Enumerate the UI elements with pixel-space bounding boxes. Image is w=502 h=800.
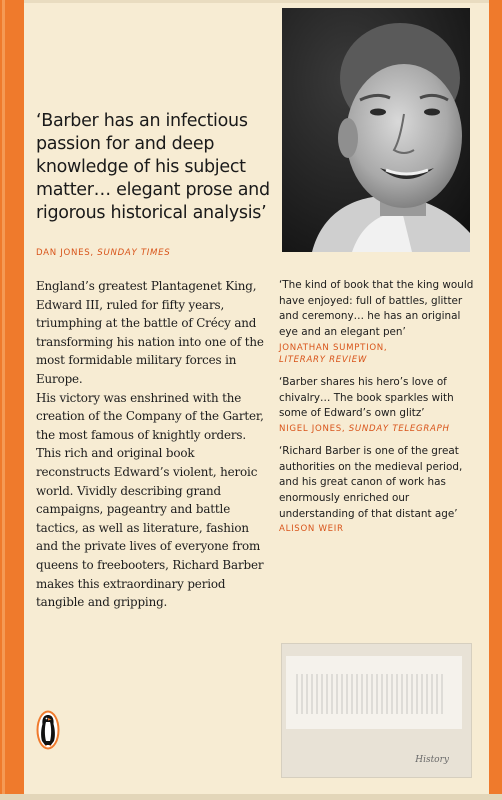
review-author: JONATHAN SUMPTION, xyxy=(279,342,388,353)
description-paragraph-1: England’s greatest Plantagenet King, Edward III, ruled for fifty years, triumphing at the battle of Crécy and transforming his nation into one of the most formidable military forces in Europe. xyxy=(36,279,264,386)
review-item xyxy=(279,278,479,366)
author-portrait-illustration xyxy=(282,8,470,252)
reviews-column xyxy=(279,278,479,544)
review-author: ALISON WEIR xyxy=(279,524,344,535)
review-publication: SUNDAY TELEGRAPH xyxy=(348,423,450,434)
cover-top-edge xyxy=(0,0,502,3)
barcode-area xyxy=(296,674,446,714)
price-sticker xyxy=(281,643,472,778)
lead-review-publication: SUNDAY TIMES xyxy=(97,248,171,258)
lead-review-quote: ‘Barber has an infectious passion for and deep knowledge of his subject matter… elegant prose and rigorous historical analysis’ xyxy=(36,111,270,223)
review-attribution xyxy=(279,423,479,435)
review-text: ‘Barber shares his hero’s love of chivalry… The book sparkles with some of Edward’s own glitz’ xyxy=(279,375,454,420)
author-portrait-photo xyxy=(282,8,470,252)
review-publication: LITERARY REVIEW xyxy=(279,354,368,365)
orange-spine-left xyxy=(0,0,24,800)
review-text: ‘The kind of book that the king would have enjoyed: full of battles, glitter and ceremony… he has an original eye and an elegant pen’ xyxy=(279,279,474,339)
review-attribution xyxy=(279,342,479,366)
review-item xyxy=(279,444,479,536)
review-item xyxy=(279,375,479,435)
spine-highlight xyxy=(2,0,5,800)
review-author: NIGEL JONES, xyxy=(279,423,346,434)
lead-review-author: DAN JONES, xyxy=(36,248,94,258)
book-description xyxy=(36,277,266,612)
cover-bottom-edge xyxy=(0,794,502,800)
lead-review-attribution xyxy=(36,247,170,259)
description-paragraph-2: His victory was enshrined with the creation of the Company of the Garter, the most famous of knightly orders. This rich and original book reconstructs Edward’s violent, heroic world. Vividly describing grand campaigns, pageantry and battle tactics, as well as literature, fashion and the private lives of everyone from queens to freebooters, Richard Barber makes this extraordinary period tangible and gripping. xyxy=(36,390,264,610)
review-attribution xyxy=(279,523,479,535)
penguin-logo-icon xyxy=(36,710,60,750)
orange-spine-right xyxy=(489,0,502,800)
category-label: History xyxy=(415,755,449,765)
sticker-label xyxy=(286,656,462,729)
review-text: ‘Richard Barber is one of the great authorities on the medieval period, and his great canon of work has enormously enriched our understanding of that distant age’ xyxy=(279,444,463,520)
